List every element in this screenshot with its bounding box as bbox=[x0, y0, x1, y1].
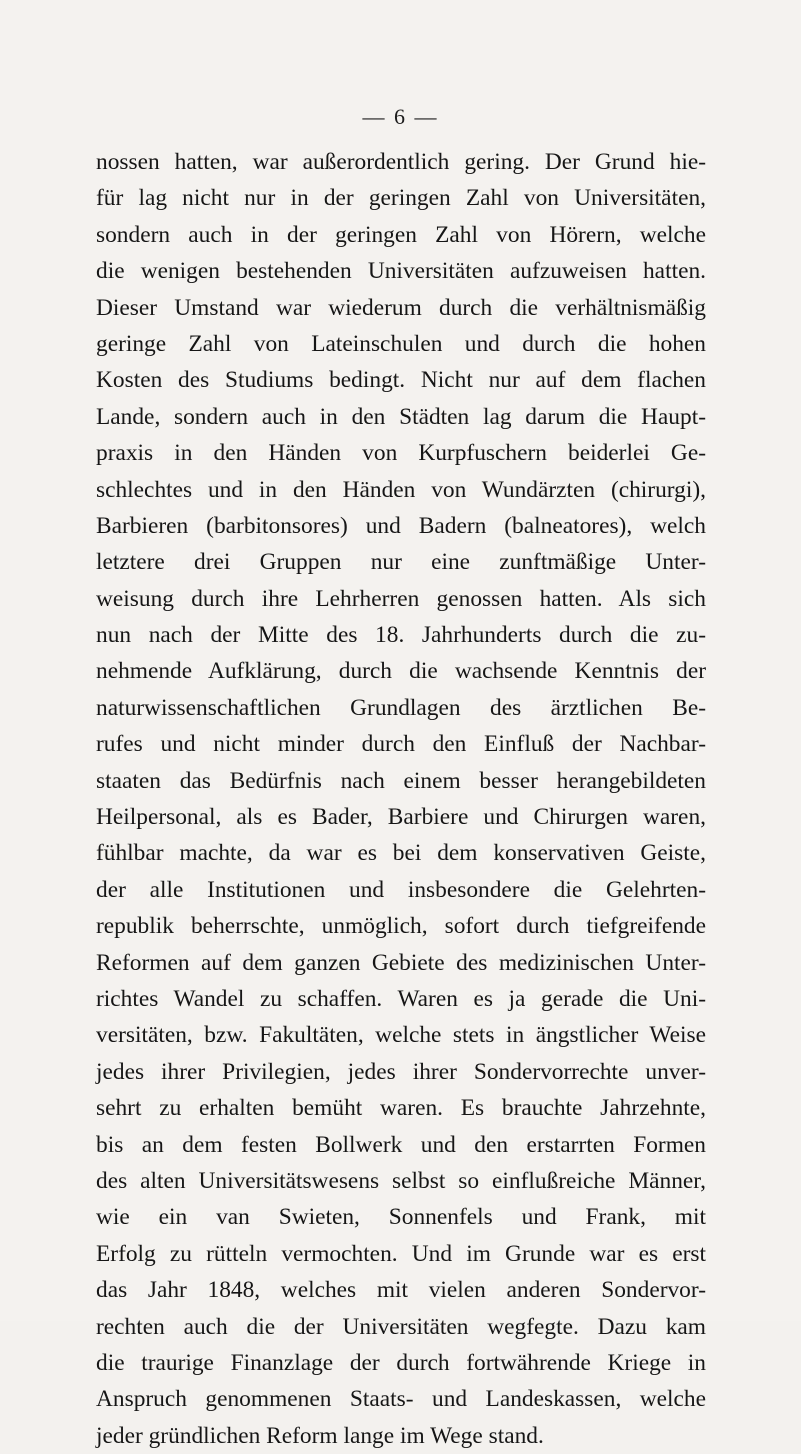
text-line: bis an dem festen Bollwerk und den erstarrten Formen bbox=[96, 1131, 706, 1158]
text-line: rufes und nicht minder durch den Einfluß der Nachbar- bbox=[96, 731, 706, 758]
text-line: schlechtes und in den Händen von Wundärzten (chirurgi), bbox=[96, 476, 706, 503]
text-line: Anspruch genommenen Staats- und Landeskassen, welche bbox=[96, 1386, 706, 1413]
text-line: Kosten des Studiums bedingt. Nicht nur auf dem flachen bbox=[96, 367, 706, 394]
page-number: — 6 — bbox=[362, 104, 439, 129]
text-line: geringe Zahl von Lateinschulen und durch die hohen bbox=[96, 330, 706, 357]
text-line: Barbieren (barbitonsores) und Badern (balneatores), welch bbox=[96, 512, 706, 539]
text-line: rechten auch die der Universitäten wegfegte. Dazu kam bbox=[96, 1313, 706, 1340]
text-line: nossen hatten, war außerordentlich gering. Der Grund hie- bbox=[96, 149, 706, 175]
text-line: staaten das Bedürfnis nach einem besser herangebildeten bbox=[96, 767, 706, 794]
text-line: die traurige Finanzlage der durch fortwährende Kriege in bbox=[96, 1349, 706, 1376]
text-line: wie ein van Swieten, Sonnenfels und Frank, mit bbox=[96, 1204, 706, 1231]
text-line: praxis in den Händen von Kurpfuschern beiderlei Ge- bbox=[96, 440, 706, 467]
text-line: Heilpersonal, als es Bader, Barbiere und Chirurgen waren, bbox=[96, 804, 706, 831]
text-line: für lag nicht nur in der geringen Zahl von Universitäten, bbox=[96, 185, 706, 212]
text-line: letztere drei Gruppen nur eine zunftmäßige Unter- bbox=[96, 549, 706, 576]
text-line: weisung durch ihre Lehrherren genossen hatten. Als sich bbox=[96, 585, 706, 612]
text-line: Reformen auf dem ganzen Gebiete des medizinischen Unter- bbox=[96, 949, 706, 976]
text-line: sehrt zu erhalten bemüht waren. Es brauchte Jahrzehnte, bbox=[96, 1095, 706, 1122]
text-line: richtes Wandel zu schaffen. Waren es ja gerade die Uni- bbox=[96, 985, 706, 1012]
text-line: nehmende Aufklärung, durch die wachsende Kenntnis der bbox=[96, 658, 706, 685]
text-line: nun nach der Mitte des 18. Jahrhunderts durch die zu- bbox=[96, 622, 706, 649]
text-line: Lande, sondern auch in den Städten lag darum die Haupt- bbox=[96, 403, 706, 430]
text-line: die wenigen bestehenden Universitäten aufzuweisen hatten. bbox=[96, 258, 706, 285]
text-line: fühlbar machte, da war es bei dem konservativen Geiste, bbox=[96, 840, 706, 867]
text-line: naturwissenschaftlichen Grundlagen des ärztlichen Be- bbox=[96, 694, 706, 721]
text-line: jedes ihrer Privilegien, jedes ihrer Sondervorrechte unver- bbox=[96, 1058, 706, 1085]
body-text bbox=[96, 144, 706, 1454]
text-line: des alten Universitätswesens selbst so einflußreiche Männer, bbox=[96, 1167, 706, 1194]
text-line: Erfolg zu rütteln vermochten. Und im Grunde war es erst bbox=[96, 1240, 706, 1267]
text-line: das Jahr 1848, welches mit vielen anderen Sondervor- bbox=[96, 1277, 706, 1304]
text-line: republik beherrschte, unmöglich, sofort durch tiefgreifende bbox=[96, 913, 706, 940]
text-line: versitäten, bzw. Fakultäten, welche stets in ängstlicher Weise bbox=[96, 1022, 706, 1049]
text-line: jeder gründlichen Reform lange im Wege stand. bbox=[96, 1422, 544, 1449]
text-line: Dieser Umstand war wiederum durch die verhältnismäßig bbox=[96, 294, 706, 321]
text-line: sondern auch in der geringen Zahl von Hörern, welche bbox=[96, 221, 706, 248]
text-line: der alle Institutionen und insbesondere die Gelehrten- bbox=[96, 876, 706, 903]
